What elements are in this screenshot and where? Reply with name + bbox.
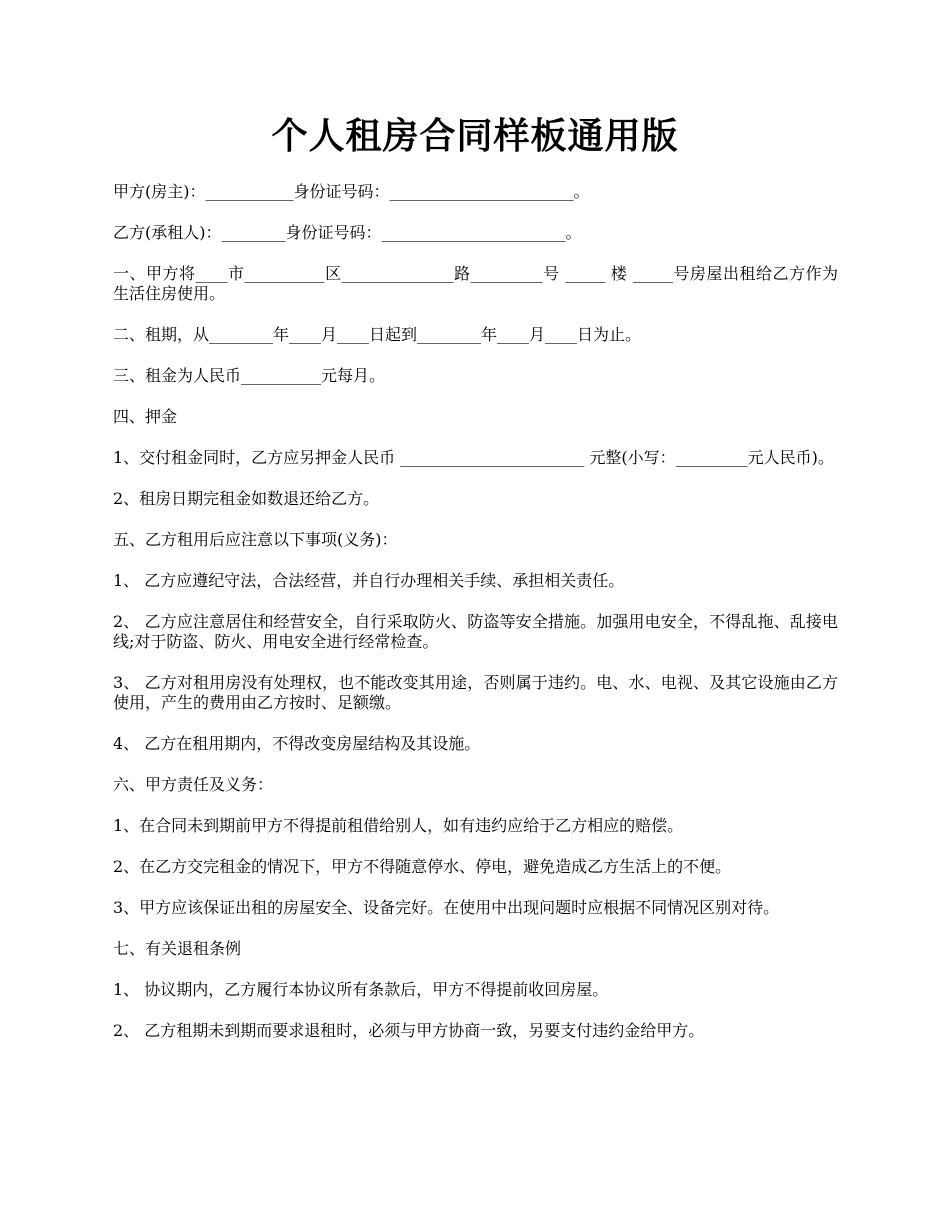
paragraph-clause-2: 二、租期，从________年____月____日起到________年____月____日为止。 [113, 325, 642, 344]
paragraph-clause-3: 三、租金为人民币__________元每月。 [113, 366, 386, 385]
paragraph-tenant-duty-2: 2、 乙方应注意居住和经营安全，自行采取防火、防盗等安全措施。加强用电安全，不得乱拖、乱接电线;对于防盗、防火、用电安全进行经常检查。 [113, 612, 838, 651]
paragraph-tenant-duty-1: 1、 乙方应遵纪守法，合法经营，并自行办理相关手续、承担相关责任。 [113, 571, 625, 590]
section-heading-deposit: 四、押金 [113, 407, 178, 426]
paragraph-termination-2: 2、 乙方租期未到期而要求退租时，必须与甲方协商一致，另要支付违约金给甲方。 [113, 1021, 705, 1040]
paragraph-tenant-duty-3: 3、 乙方对租用房没有处理权，也不能改变其用途，否则属于违约。电、水、电视、及其它设施由乙方使用，产生的费用由乙方按时、足额缴。 [113, 673, 838, 712]
paragraph-landlord-duty-2: 2、在乙方交完租金的情况下，甲方不得随意停水、停电，避免造成乙方生活上的不便。 [113, 857, 732, 876]
section-heading-landlord-duties: 六、甲方责任及义务： [113, 775, 274, 794]
section-heading-termination: 七、有关退租条例 [113, 939, 242, 958]
document-title: 个人租房合同样板通用版 [271, 115, 679, 157]
paragraph-party-a: 甲方(房主)：___________身份证号码：_______________________。 [113, 182, 590, 201]
paragraph-tenant-duty-4: 4、 乙方在租用期内，不得改变房屋结构及其设施。 [113, 734, 481, 753]
paragraph-party-b: 乙方(承租人)：________身份证号码：_______________________。 [113, 223, 582, 242]
paragraph-landlord-duty-1: 1、在合同未到期前甲方不得提前租借给别人，如有违约应给于乙方相应的赔偿。 [113, 816, 684, 835]
paragraph-deposit-1: 1、交付租金同时，乙方应另押金人民币 _______________________ 元整(小写：_________元人民币)。 [113, 448, 834, 467]
document-body [113, 182, 838, 1062]
paragraph-landlord-duty-3: 3、甲方应该保证出租的房屋安全、设备完好。在使用中出现问题时应根据不同情况区别对待。 [113, 898, 780, 917]
paragraph-deposit-2: 2、租房日期完租金如数退还给乙方。 [113, 489, 380, 508]
paragraph-clause-1: 一、甲方将____市__________区______________路_________号 _____ 楼 _____号房屋出租给乙方作为生活住房使用。 [113, 264, 838, 303]
paragraph-termination-1: 1、 协议期内，乙方履行本协议所有条款后，甲方不得提前收回房屋。 [113, 980, 609, 999]
section-heading-tenant-duties: 五、乙方租用后应注意以下事项(义务)： [113, 530, 398, 549]
